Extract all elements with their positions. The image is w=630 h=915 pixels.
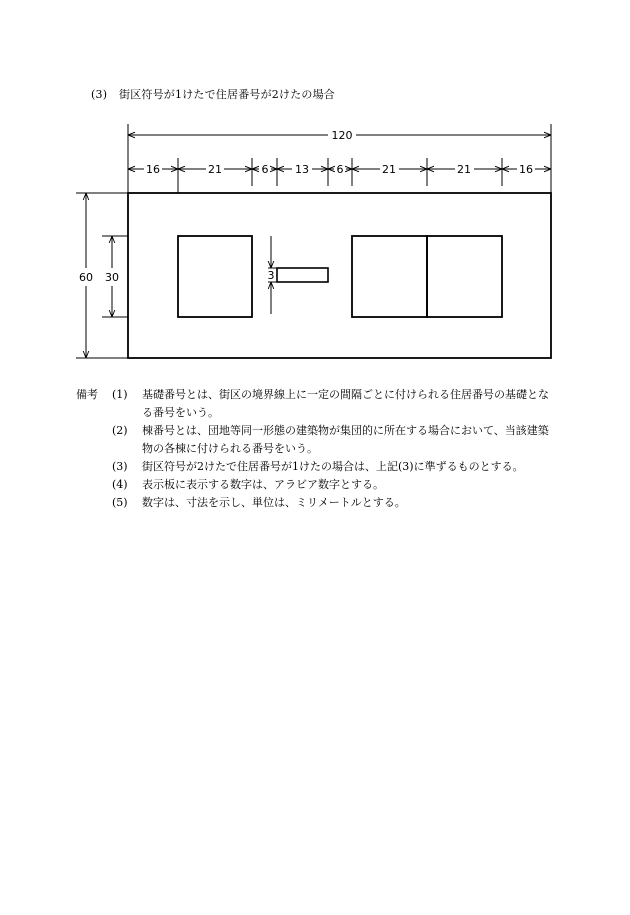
notes-section	[76, 386, 556, 512]
note-number: (2)	[112, 424, 128, 437]
segment-label: 6	[261, 163, 269, 176]
note-text: 街区符号が2けたで住居番号が1けたの場合は、上記(3)に準ずるものとする。	[142, 460, 524, 473]
note-item	[76, 494, 556, 512]
note-text: 基礎番号とは、街区の境界線上に一定の間隔ごとに付けられる住居番号の基礎となる番号をいう。	[142, 388, 549, 419]
segment-label: 16	[519, 163, 533, 176]
note-item	[76, 458, 556, 476]
sign-plate	[128, 193, 551, 358]
note-number: (4)	[112, 478, 128, 491]
segment-label: 16	[146, 163, 160, 176]
hyphen-bar	[277, 268, 328, 282]
segment-label: 13	[295, 163, 309, 176]
block-digit-box	[178, 236, 252, 317]
note-text: 表示板に表示する数字は、アラビア数字とする。	[142, 478, 384, 491]
overall-height-label: 60	[79, 271, 93, 284]
overall-width-label: 120	[331, 129, 353, 142]
note-text: 数字は、寸法を示し、単位は、ミリメートルとする。	[142, 496, 406, 509]
inner-height-label: 30	[105, 271, 119, 284]
house-digit-box-2	[427, 236, 502, 317]
note-text: 棟番号とは、団地等同一形態の建築物が集団的に所在する場合において、当該建築物の各棟に付けられる番号をいう。	[142, 424, 549, 455]
segment-label: 21	[382, 163, 396, 176]
segment-label: 21	[457, 163, 471, 176]
note-item	[76, 476, 556, 494]
hyphen-height-label: 3	[267, 269, 275, 282]
section-title: 街区符号が1けたで住居番号が2けたの場合	[119, 88, 335, 101]
section-number: (3)	[91, 88, 108, 101]
sign-dimension-drawing	[0, 0, 630, 380]
note-number: (1)	[112, 388, 128, 401]
note-number: (5)	[112, 496, 128, 509]
note-item	[76, 422, 556, 458]
note-item	[76, 386, 556, 422]
note-number: (3)	[112, 460, 128, 473]
house-digit-box-1	[352, 236, 427, 317]
segment-label: 21	[208, 163, 222, 176]
segment-label: 6	[336, 163, 344, 176]
notes-label: 備考	[76, 388, 98, 401]
